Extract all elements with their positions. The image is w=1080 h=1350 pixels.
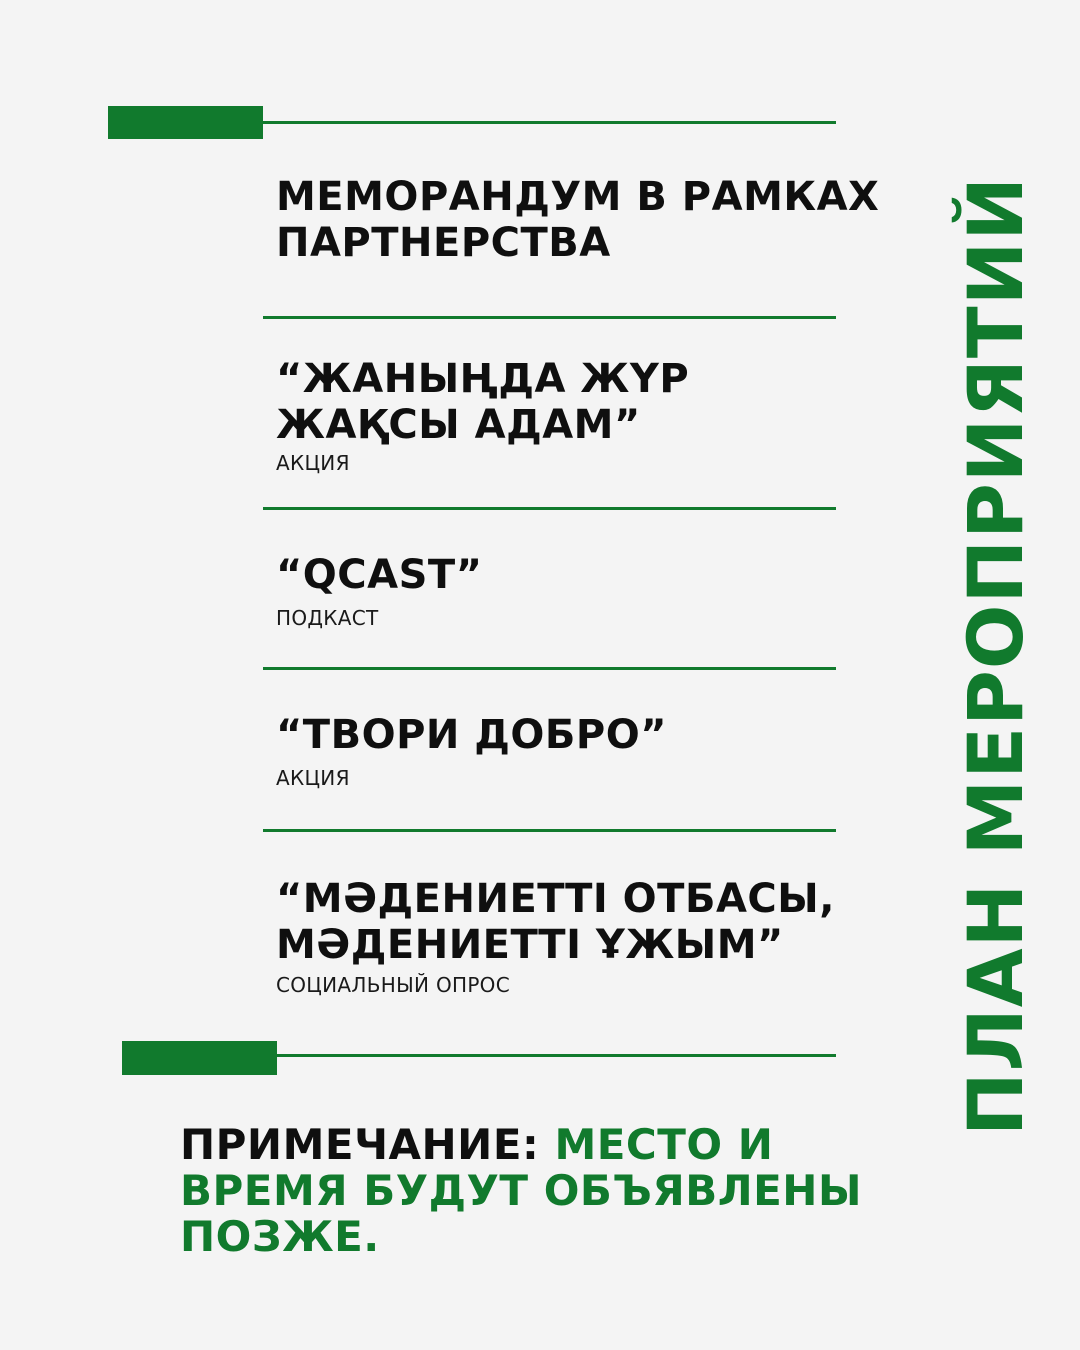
page-title-vertical: ПЛАН МЕРОПРИЯТИЙ: [951, 176, 1040, 1136]
event-subtitle: СОЦИАЛЬНЫЙ ОПРОС: [276, 973, 510, 997]
event-title-line: ПАРТНЕРСТВА: [276, 220, 611, 266]
divider: [263, 316, 836, 319]
event-title-line: МӘДЕНИЕТТІ ҰЖЫМ”: [276, 922, 784, 968]
event-title-qcast: [276, 552, 483, 598]
top-accent-block: [108, 106, 263, 139]
event-title-line: МЕМОРАНДУМ В РАМКАХ: [276, 174, 880, 220]
event-title-memorandum: [276, 174, 879, 266]
event-title-line: “ЖАНЫҢДА ЖҮР: [276, 356, 690, 402]
event-title-tvori-dobro: [276, 712, 667, 758]
event-title-line: “МӘДЕНИЕТТІ ОТБАСЫ,: [276, 876, 835, 922]
divider: [263, 667, 836, 670]
note-label: ПРИМЕЧАНИЕ:: [180, 1120, 540, 1169]
divider: [263, 829, 836, 832]
event-title-line: “QCAST”: [276, 552, 483, 598]
note-text: МЕСТО И ВРЕМЯ БУДУТ ОБЪЯВЛЕНЫ ПОЗЖЕ.: [180, 1120, 862, 1261]
event-subtitle: ПОДКАСТ: [276, 606, 379, 630]
event-title-line: “ТВОРИ ДОБРО”: [276, 712, 668, 758]
event-title-line: ЖАҚСЫ АДАМ”: [276, 402, 641, 448]
event-subtitle: АКЦИЯ: [276, 451, 350, 475]
note: [180, 1122, 880, 1260]
event-subtitle: АКЦИЯ: [276, 766, 350, 790]
bottom-accent-line: [277, 1054, 836, 1057]
event-title-zhanynda: [276, 356, 689, 448]
divider: [263, 507, 836, 510]
bottom-accent-block: [122, 1041, 277, 1075]
event-title-madeniet: [276, 876, 835, 968]
top-accent-line: [263, 121, 836, 124]
